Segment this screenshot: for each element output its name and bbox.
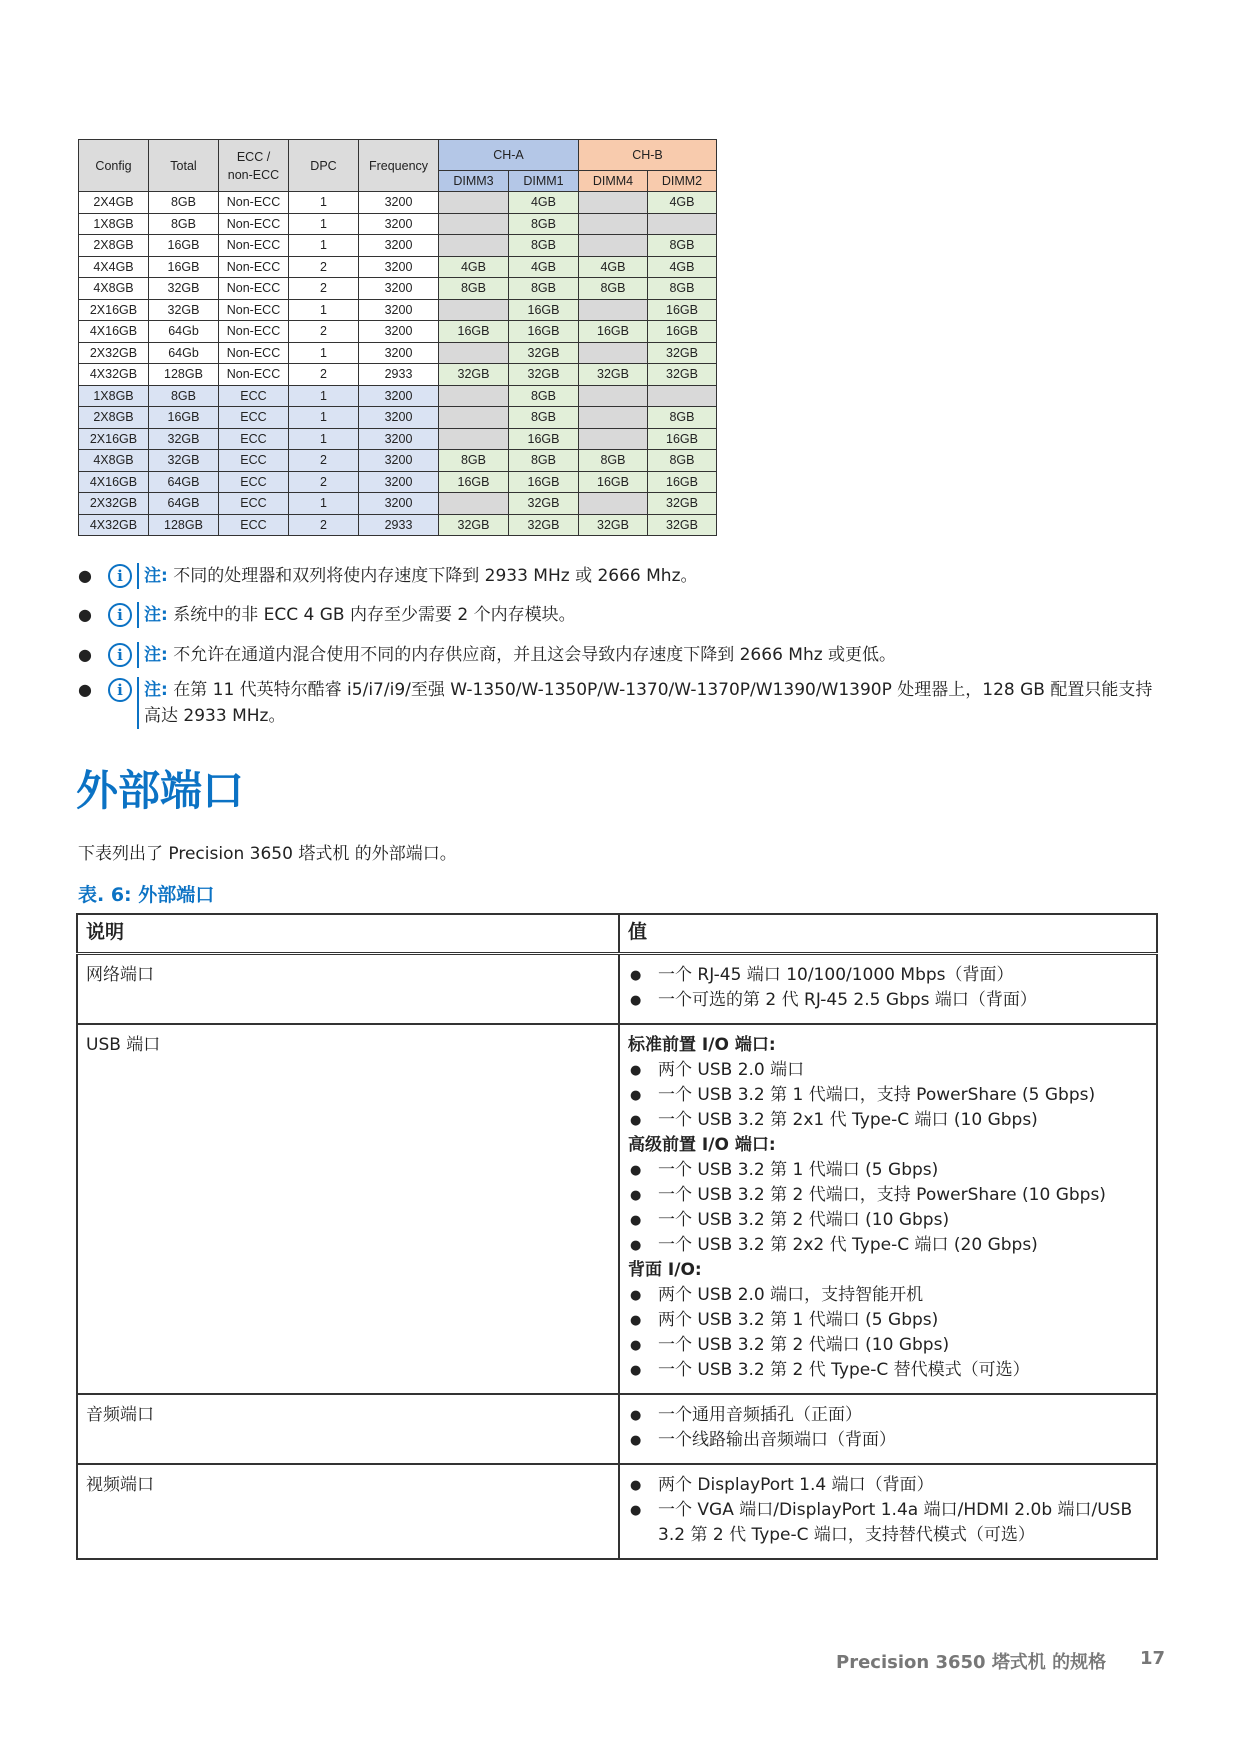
table-cell: 32GB <box>579 364 648 386</box>
table-row <box>79 213 717 235</box>
table-cell: 32GB <box>149 450 219 472</box>
list-item: ● 一个 USB 3.2 第 1 代端口，支持 PowerShare (5 Gbps) <box>628 1083 1148 1108</box>
table-cell: 8GB <box>509 213 579 235</box>
table-cell <box>439 299 509 321</box>
table-cell: 4GB <box>439 256 509 278</box>
table-cell: 32GB <box>439 364 509 386</box>
header-dimm1: DIMM1 <box>509 171 579 192</box>
table-row <box>77 1024 1157 1394</box>
table-cell: 8GB <box>509 407 579 429</box>
table-cell: 2X32GB <box>79 493 149 515</box>
table-cell: 8GB <box>149 213 219 235</box>
note-divider <box>137 602 139 628</box>
note-label: 注: <box>144 605 168 625</box>
table-cell: 8GB <box>648 407 717 429</box>
table-row <box>79 407 717 429</box>
table-cell: 2933 <box>359 364 439 386</box>
table-cell: 2X32GB <box>79 342 149 364</box>
table-cell: 4GB <box>509 256 579 278</box>
table-cell: 3200 <box>359 192 439 214</box>
table-cell: 4X8GB <box>79 278 149 300</box>
table-cell <box>648 213 717 235</box>
table-cell <box>579 493 648 515</box>
table-cell: 3200 <box>359 213 439 235</box>
ports-value-network <box>619 954 1157 1025</box>
ports-header-description: 说明 <box>77 914 619 954</box>
table-cell: 8GB <box>149 385 219 407</box>
table-cell: 4GB <box>648 192 717 214</box>
table-cell: 1 <box>289 299 359 321</box>
table-cell: 2 <box>289 278 359 300</box>
table-cell <box>579 342 648 364</box>
table-cell: 2 <box>289 514 359 536</box>
table-cell: 2 <box>289 364 359 386</box>
header-dimm2: DIMM2 <box>648 171 717 192</box>
table-cell: 3200 <box>359 428 439 450</box>
table-cell: 16GB <box>439 321 509 343</box>
table-cell: ECC <box>219 450 289 472</box>
table-cell: 2X8GB <box>79 235 149 257</box>
table-row <box>79 299 717 321</box>
table-cell: Non-ECC <box>219 321 289 343</box>
note-label: 注: <box>144 645 168 665</box>
memory-config-table <box>78 139 717 536</box>
list-item: ● 一个 USB 3.2 第 2x2 代 Type-C 端口 (20 Gbps) <box>628 1233 1148 1258</box>
table-cell <box>439 493 509 515</box>
table-cell: 3200 <box>359 471 439 493</box>
table-cell: 32GB <box>149 278 219 300</box>
table-cell: 16GB <box>648 299 717 321</box>
table-cell: ECC <box>219 493 289 515</box>
list-item: ● 一个线路输出音频端口（背面） <box>628 1428 1148 1453</box>
table-row <box>79 278 717 300</box>
table-cell: Non-ECC <box>219 192 289 214</box>
note-text: 系统中的非 ECC 4 GB 内存至少需要 2 个内存模块。 <box>173 605 576 625</box>
table-cell: ECC <box>219 514 289 536</box>
table-cell: 32GB <box>509 493 579 515</box>
table-row <box>77 1394 1157 1464</box>
table-cell: 3200 <box>359 299 439 321</box>
table-row <box>79 235 717 257</box>
table-cell: 2933 <box>359 514 439 536</box>
list-item: ● 一个 VGA 端口/DisplayPort 1.4a 端口/HDMI 2.0b 端口/USB 3.2 第 2 代 Type-C 端口，支持替代模式（可选） <box>628 1498 1148 1548</box>
table-cell: 4X4GB <box>79 256 149 278</box>
info-icon: i <box>108 564 132 588</box>
table-cell: 8GB <box>579 450 648 472</box>
ports-label-network: 网络端口 <box>77 954 619 1025</box>
table-cell: 4X8GB <box>79 450 149 472</box>
table-cell <box>439 235 509 257</box>
table-cell: 32GB <box>579 514 648 536</box>
note-divider <box>137 563 139 589</box>
table-cell: 2X16GB <box>79 428 149 450</box>
table-cell: 1 <box>289 213 359 235</box>
table-cell: 16GB <box>579 321 648 343</box>
table-cell: 16GB <box>648 471 717 493</box>
table-cell: 8GB <box>149 192 219 214</box>
header-dimm4: DIMM4 <box>579 171 648 192</box>
table-cell <box>439 428 509 450</box>
list-item: ● 一个 USB 3.2 第 1 代端口 (5 Gbps) <box>628 1158 1148 1183</box>
info-icon: i <box>108 643 132 667</box>
section-title: 外部端口 <box>76 766 245 815</box>
table-cell: 32GB <box>509 342 579 364</box>
list-item: ● 一个可选的第 2 代 RJ-45 2.5 Gbps 端口（背面） <box>628 988 1148 1013</box>
table-cell: 1X8GB <box>79 385 149 407</box>
table-row <box>77 1464 1157 1559</box>
table-cell: 3200 <box>359 385 439 407</box>
note-label: 注: <box>144 680 168 700</box>
table-caption: 表. 6: 外部端口 <box>78 884 215 906</box>
note-item <box>78 602 1158 628</box>
header-frequency: Frequency <box>359 140 439 192</box>
table-cell: 8GB <box>509 385 579 407</box>
table-cell: 16GB <box>439 471 509 493</box>
table-cell: Non-ECC <box>219 278 289 300</box>
table-cell <box>579 192 648 214</box>
list-item: ● 一个 USB 3.2 第 2x1 代 Type-C 端口 (10 Gbps) <box>628 1108 1148 1133</box>
bullet-icon: ● <box>78 645 92 664</box>
table-row <box>79 493 717 515</box>
note-item <box>78 642 1158 668</box>
table-cell: 4X32GB <box>79 514 149 536</box>
table-cell: 4GB <box>648 256 717 278</box>
table-cell: 4X16GB <box>79 321 149 343</box>
table-cell: 2X16GB <box>79 299 149 321</box>
note-divider <box>137 677 139 729</box>
ports-value-audio <box>619 1394 1157 1464</box>
table-cell: 32GB <box>648 364 717 386</box>
table-cell: 8GB <box>579 278 648 300</box>
table-cell: 4X16GB <box>79 471 149 493</box>
bullet-icon: ● <box>78 680 92 699</box>
table-row <box>79 364 717 386</box>
table-cell: 64Gb <box>149 342 219 364</box>
note-item <box>78 677 1158 729</box>
note-text: 不允许在通道内混合使用不同的内存供应商，并且这会导致内存速度下降到 2666 Mhz 或更低。 <box>173 645 897 665</box>
table-cell: 32GB <box>149 428 219 450</box>
table-cell: 1 <box>289 385 359 407</box>
table-cell: Non-ECC <box>219 235 289 257</box>
table-cell: Non-ECC <box>219 256 289 278</box>
table-cell: 4GB <box>579 256 648 278</box>
header-channel-a: CH-A <box>439 140 579 171</box>
header-ecc: ECC / non-ECC <box>219 140 289 192</box>
note-text: 在第 11 代英特尔酷睿 i5/i7/i9/至强 W-1350/W-1350P/W-1370/W-1370P/W1390/W1390P 处理器上，128 GB 配置只能支持高达 2933 MHz。 <box>144 680 1153 726</box>
ports-label-usb: USB 端口 <box>77 1024 619 1394</box>
header-config: Config <box>79 140 149 192</box>
table-cell: 64GB <box>149 471 219 493</box>
list-item: ● 一个 USB 3.2 第 2 代端口，支持 PowerShare (10 Gbps) <box>628 1183 1148 1208</box>
table-cell: 3200 <box>359 493 439 515</box>
table-cell <box>579 213 648 235</box>
table-cell: 8GB <box>439 450 509 472</box>
info-icon: i <box>108 678 132 702</box>
table-cell: 1 <box>289 493 359 515</box>
table-cell: 2 <box>289 450 359 472</box>
table-row <box>79 256 717 278</box>
table-row <box>79 192 717 214</box>
table-cell: Non-ECC <box>219 299 289 321</box>
list-item: ● 一个通用音频插孔（正面） <box>628 1403 1148 1428</box>
table-cell: 2X4GB <box>79 192 149 214</box>
table-cell: 16GB <box>648 321 717 343</box>
table-cell: 4GB <box>509 192 579 214</box>
table-cell: 16GB <box>509 471 579 493</box>
table-cell: 1 <box>289 235 359 257</box>
header-dpc: DPC <box>289 140 359 192</box>
list-item: ● 两个 DisplayPort 1.4 端口（背面） <box>628 1473 1148 1498</box>
table-cell: 2 <box>289 321 359 343</box>
page-number: 17 <box>1140 1648 1166 1669</box>
table-cell <box>579 407 648 429</box>
table-cell: 2X8GB <box>79 407 149 429</box>
table-cell: 8GB <box>509 235 579 257</box>
group-title: 标准前置 I/O 端口: <box>628 1035 776 1055</box>
note-text: 不同的处理器和双列将使内存速度下降到 2933 MHz 或 2666 Mhz。 <box>173 566 698 586</box>
table-cell: 16GB <box>509 299 579 321</box>
group-title: 背面 I/O: <box>628 1260 702 1280</box>
list-item: ● 两个 USB 3.2 第 1 代端口 (5 Gbps) <box>628 1308 1148 1333</box>
table-cell <box>648 385 717 407</box>
table-cell <box>439 407 509 429</box>
table-cell: 16GB <box>149 235 219 257</box>
table-cell: 3200 <box>359 235 439 257</box>
note-item <box>78 563 1158 589</box>
list-item: ● 两个 USB 2.0 端口 <box>628 1058 1148 1083</box>
table-cell: 32GB <box>509 514 579 536</box>
table-cell: 32GB <box>648 342 717 364</box>
table-cell: 32GB <box>149 299 219 321</box>
header-dimm3: DIMM3 <box>439 171 509 192</box>
note-label: 注: <box>144 566 168 586</box>
table-cell: 8GB <box>648 450 717 472</box>
table-cell: 8GB <box>509 450 579 472</box>
table-cell: 64GB <box>149 493 219 515</box>
table-row <box>79 471 717 493</box>
ports-label-audio: 音频端口 <box>77 1394 619 1464</box>
external-ports-table <box>76 913 1158 1560</box>
list-item: ● 一个 USB 3.2 第 2 代 Type-C 替代模式（可选） <box>628 1358 1148 1383</box>
table-cell: 32GB <box>648 514 717 536</box>
table-row <box>79 385 717 407</box>
group-title: 高级前置 I/O 端口: <box>628 1135 776 1155</box>
table-cell <box>439 213 509 235</box>
table-row <box>77 954 1157 1025</box>
table-cell: 16GB <box>149 407 219 429</box>
table-cell: 128GB <box>149 514 219 536</box>
table-cell: Non-ECC <box>219 342 289 364</box>
table-cell <box>579 385 648 407</box>
table-cell <box>579 235 648 257</box>
footer-title: Precision 3650 塔式机 的规格 <box>836 1652 1107 1673</box>
table-cell: 1 <box>289 342 359 364</box>
table-cell: 3200 <box>359 278 439 300</box>
section-intro: 下表列出了 Precision 3650 塔式机 的外部端口。 <box>78 844 457 864</box>
ports-value-video <box>619 1464 1157 1559</box>
bullet-icon: ● <box>78 605 92 624</box>
table-cell <box>579 299 648 321</box>
ports-label-video: 视频端口 <box>77 1464 619 1559</box>
table-cell <box>439 342 509 364</box>
table-cell: 8GB <box>648 278 717 300</box>
table-cell: Non-ECC <box>219 364 289 386</box>
table-cell: 2 <box>289 256 359 278</box>
table-cell: 32GB <box>509 364 579 386</box>
list-item: ● 两个 USB 2.0 端口，支持智能开机 <box>628 1283 1148 1308</box>
table-cell: 3200 <box>359 321 439 343</box>
table-row <box>79 321 717 343</box>
list-item: ● 一个 RJ-45 端口 10/100/1000 Mbps（背面） <box>628 963 1148 988</box>
header-channel-b: CH-B <box>579 140 717 171</box>
ports-value-usb <box>619 1024 1157 1394</box>
table-cell: 16GB <box>509 428 579 450</box>
table-cell: 32GB <box>439 514 509 536</box>
table-cell: 8GB <box>439 278 509 300</box>
table-cell: 3200 <box>359 450 439 472</box>
info-icon: i <box>108 603 132 627</box>
bullet-icon: ● <box>78 566 92 585</box>
table-cell: 128GB <box>149 364 219 386</box>
table-cell: 8GB <box>509 278 579 300</box>
table-cell: ECC <box>219 428 289 450</box>
list-item: ● 一个 USB 3.2 第 2 代端口 (10 Gbps) <box>628 1333 1148 1358</box>
table-row <box>79 450 717 472</box>
table-cell <box>439 385 509 407</box>
list-item: ● 一个 USB 3.2 第 2 代端口 (10 Gbps) <box>628 1208 1148 1233</box>
table-cell: 8GB <box>648 235 717 257</box>
table-row <box>79 342 717 364</box>
header-total: Total <box>149 140 219 192</box>
table-cell: 64Gb <box>149 321 219 343</box>
table-cell: 16GB <box>149 256 219 278</box>
table-row <box>79 428 717 450</box>
table-cell: 1 <box>289 407 359 429</box>
table-cell: 16GB <box>579 471 648 493</box>
table-cell <box>579 428 648 450</box>
table-cell: 2 <box>289 471 359 493</box>
table-cell: 32GB <box>648 493 717 515</box>
table-row <box>79 514 717 536</box>
table-cell: 3200 <box>359 256 439 278</box>
table-cell: 1 <box>289 192 359 214</box>
table-cell <box>439 192 509 214</box>
table-cell: 16GB <box>648 428 717 450</box>
table-cell: 16GB <box>509 321 579 343</box>
table-cell: Non-ECC <box>219 213 289 235</box>
table-cell: 1 <box>289 428 359 450</box>
ports-header-value: 值 <box>619 914 1157 954</box>
table-cell: ECC <box>219 471 289 493</box>
table-cell: ECC <box>219 385 289 407</box>
table-cell: 3200 <box>359 342 439 364</box>
table-cell: 3200 <box>359 407 439 429</box>
table-cell: ECC <box>219 407 289 429</box>
table-cell: 4X32GB <box>79 364 149 386</box>
table-cell: 1X8GB <box>79 213 149 235</box>
note-divider <box>137 642 139 668</box>
